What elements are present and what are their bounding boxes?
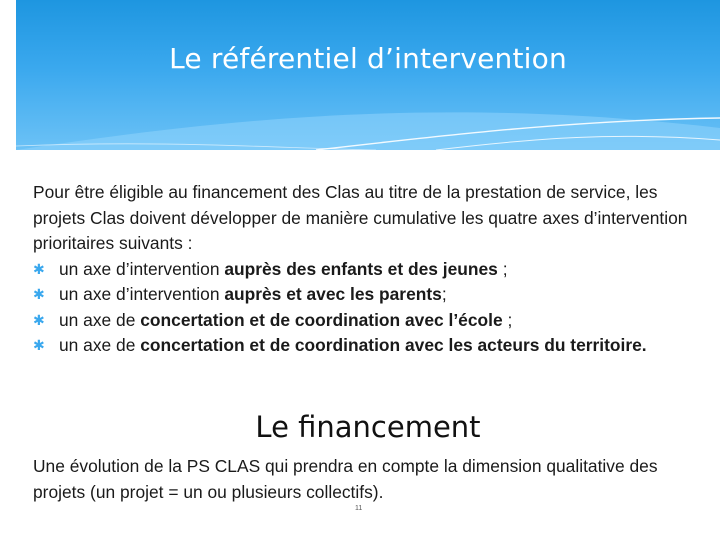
banner-wave-decoration (16, 0, 720, 150)
bullet-bold-text: auprès et avec les parents (224, 284, 442, 304)
bullet-text: un axe d’intervention (59, 284, 225, 304)
intro-paragraph: Pour être éligible au financement des Clas au titre de la prestation de service, les projets Clas doivent développer de manière cumulative les quatre axes d’intervention prioritaires suivants : (33, 182, 688, 253)
bullet-suffix: ; (497, 258, 508, 279)
main-content (33, 180, 693, 359)
list-item (33, 257, 693, 283)
bullet-bold-text: concertation et de coordination avec les acteurs du territoire. (140, 335, 647, 355)
bullet-bold-text: auprès des enfants et des jeunes (224, 258, 498, 279)
page-number: 11 (355, 505, 363, 512)
list-item (33, 282, 693, 308)
slide-title: Le référentiel d’intervention (169, 42, 567, 75)
asterisk-bullet-icon: ✱ (33, 286, 45, 302)
section-title: Le financement (255, 410, 481, 444)
asterisk-bullet-icon: ✱ (33, 337, 45, 353)
asterisk-bullet-icon: ✱ (33, 311, 45, 328)
bullet-suffix: ; (502, 309, 513, 330)
bullet-text: un axe de (59, 335, 141, 355)
list-item (33, 333, 693, 359)
bullet-suffix: ; (441, 284, 447, 304)
bullet-bold-text: concertation et de coordination avec l’école (140, 309, 503, 330)
bullet-text: un axe de (59, 309, 141, 330)
axes-list (33, 257, 693, 359)
section-paragraph: Une évolution de la PS CLAS qui prendra en compte la dimension qualitative des projets (un projet = un ou plusieurs collectifs). (33, 456, 658, 502)
bullet-text: un axe d’intervention (59, 258, 225, 279)
list-item (33, 308, 693, 334)
title-banner (16, 0, 720, 150)
asterisk-bullet-icon: ✱ (33, 260, 45, 277)
